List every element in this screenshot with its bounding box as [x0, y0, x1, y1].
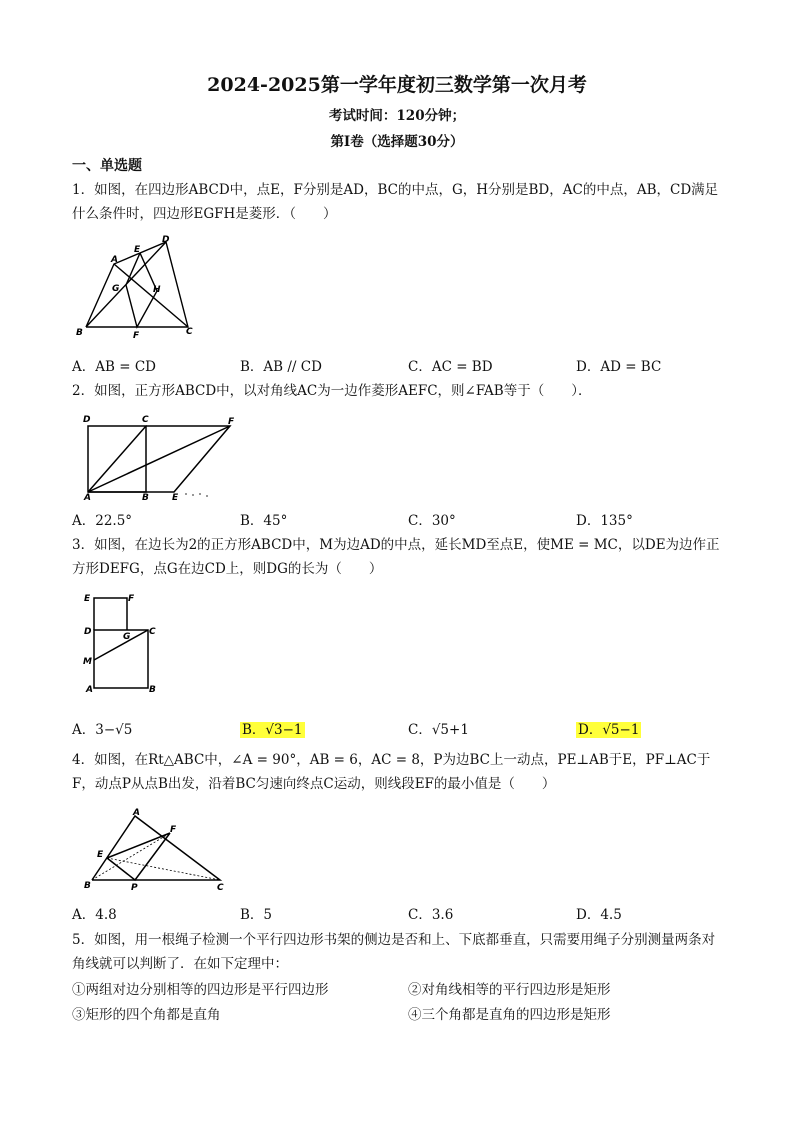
fig4-label-c: C [217, 883, 224, 893]
fig2-label-b: B [142, 493, 149, 502]
q3-option-d-text: D．√5−1 [578, 722, 640, 738]
fig3-label-m: M [83, 657, 92, 667]
question-5-stem: 5．如图，用一根绳子检测一个平行四边形书架的侧边是否和上、下底都垂直，只需要用绳子分别测量两条对角线就可以判断了．在如下定理中： [72, 932, 716, 972]
theorem-4: ④三个角都是直角的四边形是矩形 [408, 1007, 611, 1023]
q1-option-c[interactable]: C．AC = BD [408, 359, 493, 375]
fig2-label-f: F [228, 417, 235, 427]
theorem-2: ②对角线相等的平行四边形是矩形 [408, 982, 611, 998]
fig1-label-g: G [112, 284, 120, 294]
q4-option-c[interactable]: C．3.6 [408, 907, 454, 923]
q4-option-d[interactable]: D．4.5 [576, 907, 622, 923]
fig3-label-f: F [128, 594, 135, 604]
theorem-3: ③矩形的四个角都是直角 [72, 1007, 221, 1023]
theorem-1: ①两组对边分别相等的四边形是平行四边形 [72, 982, 329, 998]
q1-option-d[interactable]: D．AD = BC [576, 359, 662, 375]
fig2-label-e: E [172, 493, 179, 502]
fig1-label-a: A [111, 255, 118, 265]
q1-option-b[interactable]: B．AB // CD [240, 359, 322, 375]
question-2-options [72, 509, 752, 531]
fig2-label-d: D [83, 415, 91, 425]
question-3-stem: 3．如图，在边长为2的正方形ABCD中，M为边AD的中点，延长MD至点E，使ME = MC，以DE为边作正方形DEFG，点G在边CD上，则DG的长为（ ） [72, 537, 720, 577]
question-5-theorems [72, 978, 752, 1000]
q3-option-a[interactable]: A．3−√5 [72, 722, 133, 738]
fig1-label-b: B [76, 328, 83, 338]
question-1-options [72, 355, 752, 377]
question-3-figure [76, 590, 166, 696]
fig3-label-e: E [84, 594, 91, 604]
question-4-stem: 4．如图，在Rt△ABC中，∠A = 90°，AB = 6，AC = 8，P为边BC上一动点，PE⊥AB于E，PF⊥AC于F，动点P从点B出发，沿着BC匀速向终点C运动，则线段EF的最小值是（ ） [72, 752, 711, 792]
exam-title: 2024-2025第一学年度初三数学第一次月考 [207, 74, 587, 96]
fig4-label-a: A [133, 808, 140, 818]
fig4-label-b: B [84, 881, 91, 891]
q3-option-c[interactable]: C．√5+1 [408, 722, 469, 738]
exam-time: 考试时间：120分钟； [328, 108, 466, 124]
fig4-label-f: F [170, 825, 177, 835]
fig4-label-e: E [97, 850, 104, 860]
question-4-options [72, 903, 752, 925]
fig2-label-a: A [84, 493, 91, 502]
fig3-label-d: D [84, 627, 92, 637]
question-1-figure [70, 232, 200, 344]
fig3-label-c: C [149, 627, 156, 637]
q2-option-a[interactable]: A．22.5° [72, 513, 133, 529]
part-heading: 第I卷（选择题30分） [330, 134, 464, 150]
fig2-label-c: C [142, 415, 149, 425]
fig1-label-e: E [134, 245, 141, 255]
question-2-figure [74, 410, 244, 502]
question-3-options [72, 718, 752, 740]
fig4-label-p: P [131, 883, 138, 893]
section-heading: 一、单选题 [72, 158, 142, 174]
q2-option-b[interactable]: B．45° [240, 513, 288, 529]
question-4-figure [78, 808, 238, 894]
q3-option-b-text: B．√3−1 [242, 722, 303, 738]
fig3-label-b: B [149, 685, 156, 695]
fig1-label-h: H [153, 285, 161, 295]
q2-option-c[interactable]: C．30° [408, 513, 456, 529]
q4-option-b[interactable]: B．5 [240, 907, 273, 923]
fig1-label-f: F [133, 331, 140, 341]
q4-option-a[interactable]: A．4.8 [72, 907, 117, 923]
question-1-stem: 1．如图，在四边形ABCD中，点E，F分别是AD，BC的中点，G，H分别是BD，AC的中点，AB，CD满足什么条件时，四边形EGFH是菱形．（ ） [72, 182, 719, 222]
q3-option-d[interactable] [576, 718, 641, 738]
question-2-stem: 2．如图，正方形ABCD中，以对角线AC为一边作菱形AEFC，则∠FAB等于（ ）． [72, 383, 592, 399]
fig1-label-c: C [186, 327, 193, 337]
fig3-label-a: A [86, 685, 93, 695]
q3-option-b[interactable] [240, 718, 305, 738]
fig3-label-g: G [123, 632, 131, 642]
q1-option-a[interactable]: A．AB = CD [72, 359, 156, 375]
question-5-theorems-row2 [72, 1003, 752, 1025]
q2-option-d[interactable]: D．135° [576, 513, 633, 529]
fig1-label-d: D [162, 235, 170, 245]
